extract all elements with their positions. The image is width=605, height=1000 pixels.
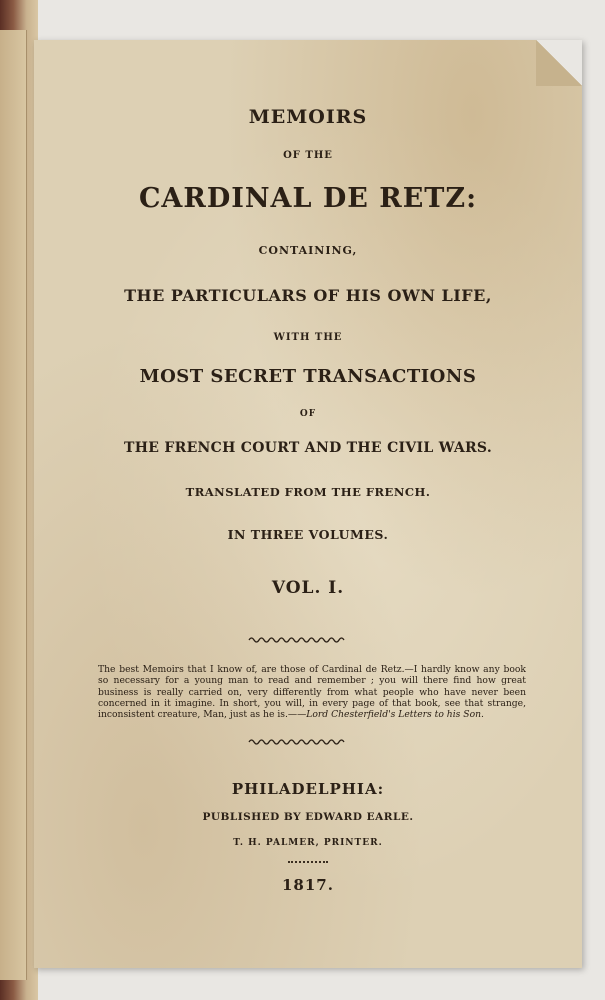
book-spine-edge xyxy=(0,30,27,980)
dotted-rule xyxy=(288,861,328,863)
containing-text: CONTAINING, xyxy=(258,244,358,257)
translated-text: TRANSLATED FROM THE FRENCH. xyxy=(185,485,431,499)
with-the-text: WITH THE xyxy=(273,332,343,343)
memoirs-heading: MEMOIRS xyxy=(248,106,368,128)
title-page xyxy=(34,40,582,968)
folded-corner xyxy=(536,40,582,86)
of-text: OF xyxy=(299,409,317,419)
most-secret-text: MOST SECRET TRANSACTIONS xyxy=(139,366,477,387)
epigraph-source: ——Lord Chesterfield's Letters to his Son. xyxy=(287,709,484,721)
volume-number: VOL. I. xyxy=(271,578,345,598)
french-court-text: THE FRENCH COURT AND THE CIVIL WARS. xyxy=(124,440,492,456)
ornamental-rule-top xyxy=(247,636,347,644)
publication-year: 1817. xyxy=(282,876,334,894)
particulars-text: THE PARTICULARS OF HIS OWN LIFE, xyxy=(124,286,492,305)
place-of-publication: PHILADELPHIA: xyxy=(231,780,385,798)
ornamental-rule-bottom xyxy=(247,738,347,746)
epigraph-text: The best Memoirs that I know of, are those of Cardinal de Retz.—I hardly know any book so necessary for a young man to read and remember ; you will there find how great business is really carried on, very differently from what people who have never been concerned in it imagine. In short, you will, in every page of that book, see that strange, inconsistent creature, Man, just as he is. xyxy=(98,664,526,721)
book-title: CARDINAL DE RETZ: xyxy=(138,183,478,214)
publisher: PUBLISHED BY EDWARD EARLE. xyxy=(202,811,414,823)
volumes-text: IN THREE VOLUMES. xyxy=(227,527,389,542)
printer: T. H. PALMER, PRINTER. xyxy=(233,838,383,848)
of-the-text: OF THE xyxy=(283,150,333,161)
epigraph xyxy=(98,664,526,720)
